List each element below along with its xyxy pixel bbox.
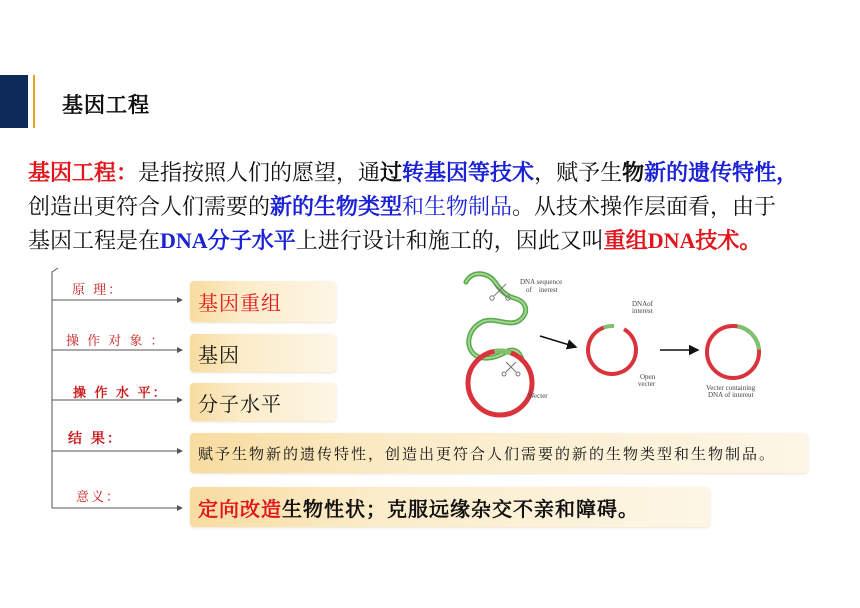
- outline-label-significance: 意义：: [76, 490, 122, 505]
- outline-label-object: 操 作 对 象 ：: [66, 334, 166, 349]
- open-vector-label: Open: [640, 373, 656, 381]
- open-vector-label: vecter: [638, 380, 656, 388]
- keyword-bio-products: 和生物制品: [402, 194, 513, 220]
- outline-value-text: 生物性状；克服远缘杂交不亲和障碍。: [282, 496, 639, 521]
- outline-trunk-line: [52, 268, 58, 508]
- dna-strand: [466, 274, 526, 360]
- outline-value-highlight: 定向改造: [198, 496, 282, 521]
- vector-label: Wecter: [528, 392, 548, 400]
- page-title: 基因工程: [62, 93, 150, 117]
- arrow-icon: [540, 336, 576, 347]
- keyword-dna: DNA: [160, 228, 208, 253]
- outline-value-level: [190, 383, 336, 421]
- outline-value-text: 赋予生物新的遗传特性，创造出更符合人们需要的新的生物类型和生物制品。: [198, 444, 777, 463]
- insert-label: interest: [632, 307, 653, 315]
- recombinant-dna-diagram: [466, 274, 759, 415]
- definition-text: 是指按照人们的愿望，通: [138, 161, 381, 186]
- keyword-transgenic: 转基因等技术: [402, 161, 535, 186]
- keyword-recombinant-tech: 技术。: [695, 229, 762, 254]
- definition-text: 上进行设计和施工的，因此又叫: [295, 229, 604, 254]
- outline-value-text: 基因: [198, 342, 240, 367]
- definition-text: 过: [380, 161, 403, 186]
- recombinant-vector-label: Vecter containing: [706, 384, 756, 392]
- keyword-new-types: 新的生物类型: [270, 194, 403, 220]
- outline-value-object: [190, 334, 336, 372]
- outline-label-principle: 原 理：: [72, 283, 124, 298]
- keyword-molecular-level: 分子水平: [207, 229, 296, 254]
- recombinant-green-segment: [738, 326, 759, 349]
- keyword-recombinant: 重组: [603, 229, 648, 254]
- keyword-new-traits: 新的遗传特性，: [644, 161, 799, 186]
- definition-text: ，赋予生: [534, 161, 623, 186]
- vector-ring: [468, 351, 532, 415]
- outline-label-result: 结 果：: [68, 431, 123, 447]
- outline-value-result: [190, 433, 808, 473]
- outline-value-text: 分子水平: [198, 391, 282, 416]
- scissors-icon: [502, 362, 520, 376]
- keyword-recombinant-dna: DNA: [647, 228, 696, 253]
- outline-label-level: 操 作 水 平：: [73, 386, 168, 401]
- recombinant-vector-label: DNA of intereut: [708, 391, 754, 399]
- definition-text: 创造出更符合人们需要的: [28, 194, 271, 220]
- definition-text: 基因工程是在: [28, 229, 161, 254]
- dna-sequence-label: DNA sequence: [520, 278, 563, 286]
- open-vector-ring: [588, 327, 636, 374]
- vector-green-segment: [494, 351, 511, 353]
- definition-text: 。从技术操作层面看，由于: [512, 194, 777, 220]
- insert-label: DNAof: [632, 300, 653, 308]
- open-vector-green-segment: [604, 326, 614, 327]
- outline-value-principle: [190, 281, 336, 322]
- outline-value-text: 基因重组: [198, 291, 282, 315]
- term-label: 基因工程：: [28, 161, 139, 186]
- outline-value-significance: [190, 487, 710, 527]
- definition-text: 物: [622, 161, 645, 186]
- dna-sequence-label: of inerest: [526, 286, 558, 294]
